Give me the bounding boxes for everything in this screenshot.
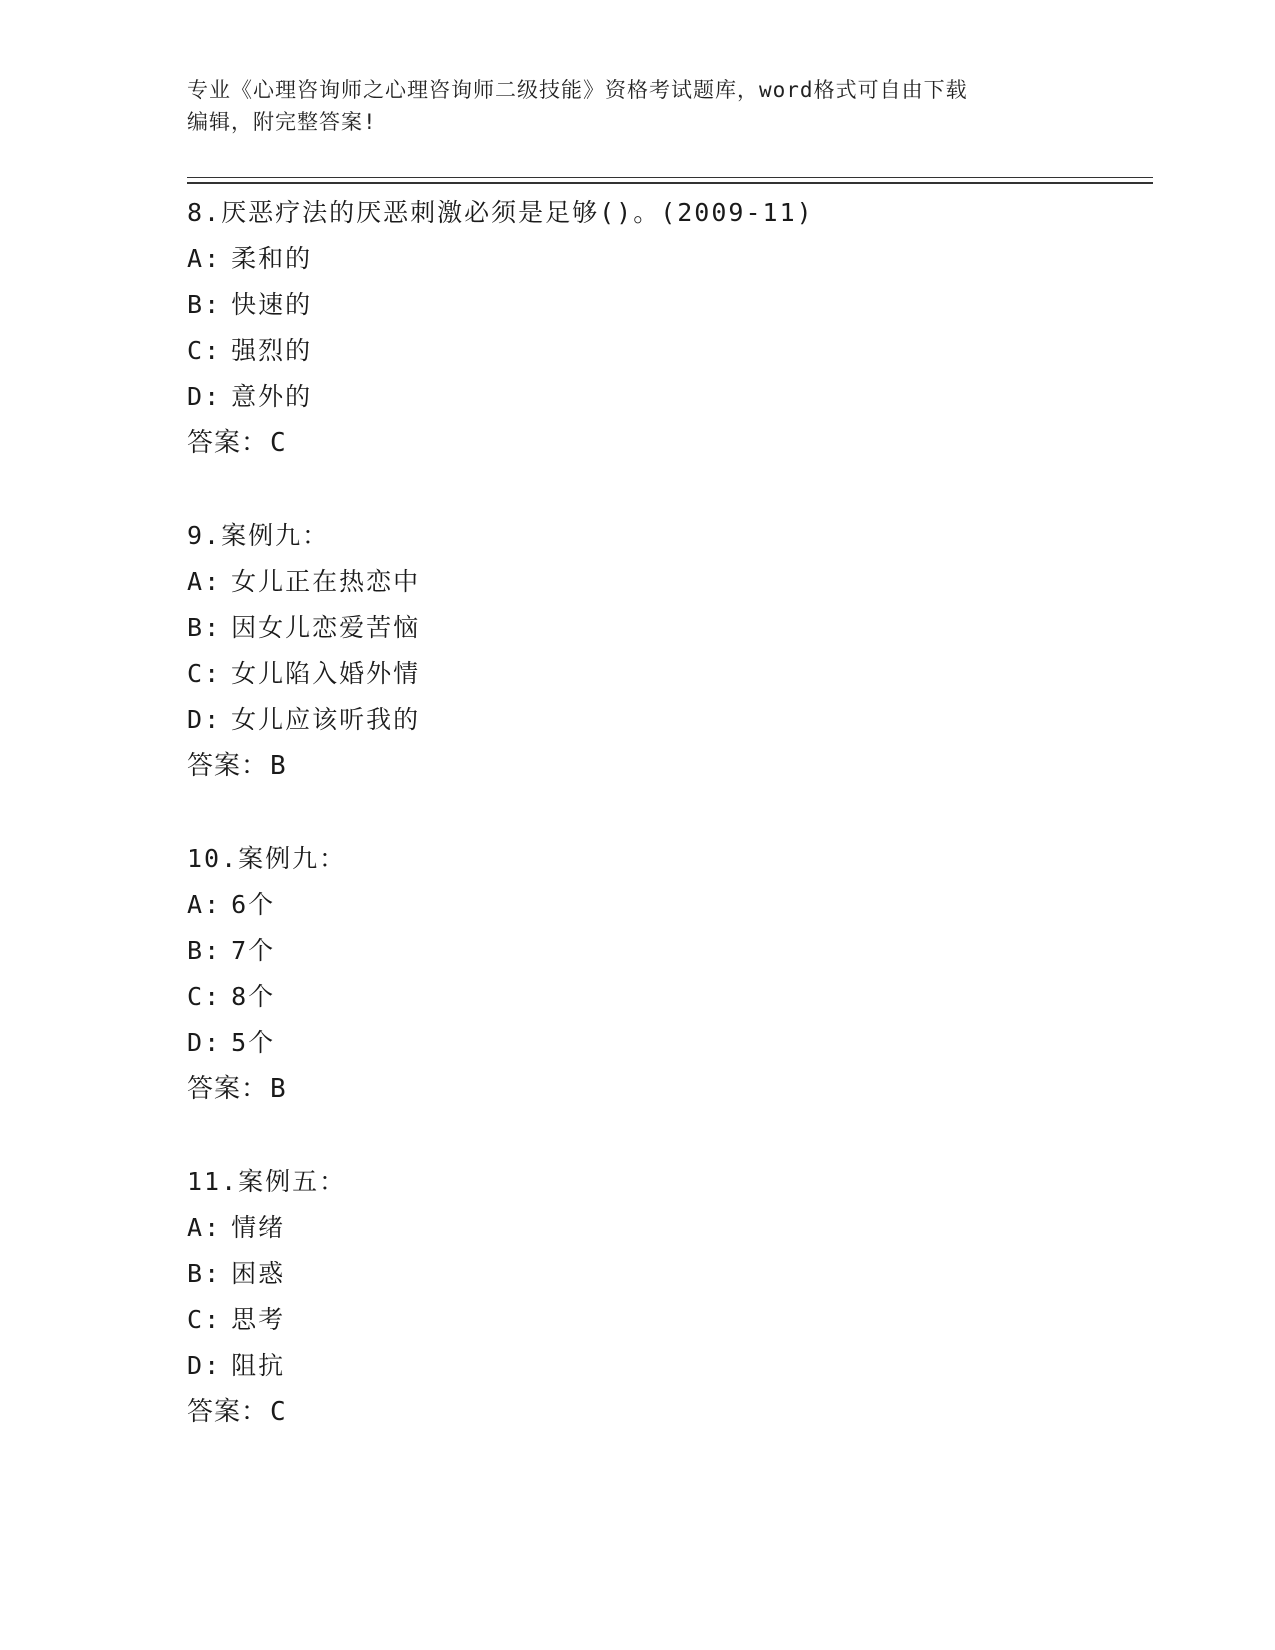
option-letter: C bbox=[187, 336, 205, 365]
question-9 bbox=[187, 513, 1153, 789]
header-divider-thick bbox=[187, 182, 1153, 184]
answer-line bbox=[187, 743, 1153, 789]
option-text: 阻抗 bbox=[231, 1351, 286, 1380]
answer-value: C bbox=[270, 428, 287, 458]
option-text: 情绪 bbox=[231, 1213, 286, 1242]
option-letter: A bbox=[187, 890, 205, 919]
option-separator: : bbox=[204, 936, 222, 965]
option-c bbox=[187, 1297, 1153, 1343]
header-divider-thin bbox=[187, 177, 1153, 178]
option-d bbox=[187, 1343, 1153, 1389]
option-letter: A bbox=[187, 1213, 205, 1242]
option-c bbox=[187, 328, 1153, 374]
option-separator: : bbox=[204, 705, 222, 734]
answer-value: B bbox=[270, 1074, 287, 1104]
option-separator: : bbox=[204, 1028, 222, 1057]
answer-line bbox=[187, 1389, 1153, 1435]
option-separator: : bbox=[204, 1213, 222, 1242]
option-text: 柔和的 bbox=[231, 244, 313, 273]
option-letter: A bbox=[187, 244, 205, 273]
option-b bbox=[187, 928, 1153, 974]
option-a bbox=[187, 882, 1153, 928]
question-10 bbox=[187, 836, 1153, 1112]
option-b bbox=[187, 282, 1153, 328]
option-text: 6个 bbox=[231, 890, 276, 919]
option-separator: : bbox=[204, 659, 222, 688]
option-separator: : bbox=[204, 613, 222, 642]
option-separator: : bbox=[204, 290, 222, 319]
option-c bbox=[187, 974, 1153, 1020]
answer-label: 答案： bbox=[187, 751, 269, 781]
option-letter: D bbox=[187, 1351, 205, 1380]
option-text: 7个 bbox=[231, 936, 276, 965]
answer-value: B bbox=[270, 751, 287, 781]
option-letter: B bbox=[187, 613, 205, 642]
option-text: 快速的 bbox=[231, 290, 313, 319]
option-letter: C bbox=[187, 1305, 205, 1334]
option-letter: D bbox=[187, 705, 205, 734]
option-text: 意外的 bbox=[231, 382, 313, 411]
answer-label: 答案： bbox=[187, 428, 269, 458]
question-stem: 11.案例五： bbox=[187, 1167, 347, 1196]
option-d bbox=[187, 374, 1153, 420]
option-separator: : bbox=[204, 982, 222, 1011]
option-b bbox=[187, 605, 1153, 651]
option-separator: : bbox=[204, 336, 222, 365]
option-separator: : bbox=[204, 1259, 222, 1288]
option-letter: B bbox=[187, 1259, 205, 1288]
option-letter: D bbox=[187, 382, 205, 411]
option-separator: : bbox=[204, 382, 222, 411]
option-text: 因女儿恋爱苦恼 bbox=[231, 613, 421, 642]
option-a bbox=[187, 236, 1153, 282]
header-line-1: 专业《心理咨询师之心理咨询师二级技能》资格考试题库，word格式可自由下载 bbox=[187, 78, 968, 102]
option-d bbox=[187, 697, 1153, 743]
question-stem: 9.案例九： bbox=[187, 521, 330, 550]
option-letter: A bbox=[187, 567, 205, 596]
option-a bbox=[187, 559, 1153, 605]
question-11 bbox=[187, 1159, 1153, 1435]
answer-label: 答案： bbox=[187, 1397, 269, 1427]
option-text: 5个 bbox=[231, 1028, 276, 1057]
question-stem: 10.案例九： bbox=[187, 844, 347, 873]
option-letter: D bbox=[187, 1028, 205, 1057]
question-8 bbox=[187, 190, 1153, 466]
option-text: 女儿应该听我的 bbox=[231, 705, 421, 734]
header-line-2: 编辑，附完整答案! bbox=[187, 110, 377, 134]
document-header bbox=[187, 74, 1087, 138]
option-text: 思考 bbox=[231, 1305, 286, 1334]
option-text: 女儿正在热恋中 bbox=[231, 567, 421, 596]
answer-value: C bbox=[270, 1397, 287, 1427]
answer-label: 答案： bbox=[187, 1074, 269, 1104]
option-separator: : bbox=[204, 244, 222, 273]
option-b bbox=[187, 1251, 1153, 1297]
option-text: 女儿陷入婚外情 bbox=[231, 659, 421, 688]
answer-line bbox=[187, 420, 1153, 466]
option-separator: : bbox=[204, 890, 222, 919]
option-separator: : bbox=[204, 567, 222, 596]
option-letter: C bbox=[187, 659, 205, 688]
option-separator: : bbox=[204, 1305, 222, 1334]
option-text: 8个 bbox=[231, 982, 276, 1011]
option-c bbox=[187, 651, 1153, 697]
option-d bbox=[187, 1020, 1153, 1066]
question-stem: 8.厌恶疗法的厌恶刺激必须是足够()。(2009-11) bbox=[187, 198, 814, 227]
option-text: 困惑 bbox=[231, 1259, 286, 1288]
option-separator: : bbox=[204, 1351, 222, 1380]
option-letter: C bbox=[187, 982, 205, 1011]
question-list bbox=[187, 190, 1153, 1482]
option-letter: B bbox=[187, 290, 205, 319]
answer-line bbox=[187, 1066, 1153, 1112]
option-text: 强烈的 bbox=[231, 336, 313, 365]
option-letter: B bbox=[187, 936, 205, 965]
option-a bbox=[187, 1205, 1153, 1251]
